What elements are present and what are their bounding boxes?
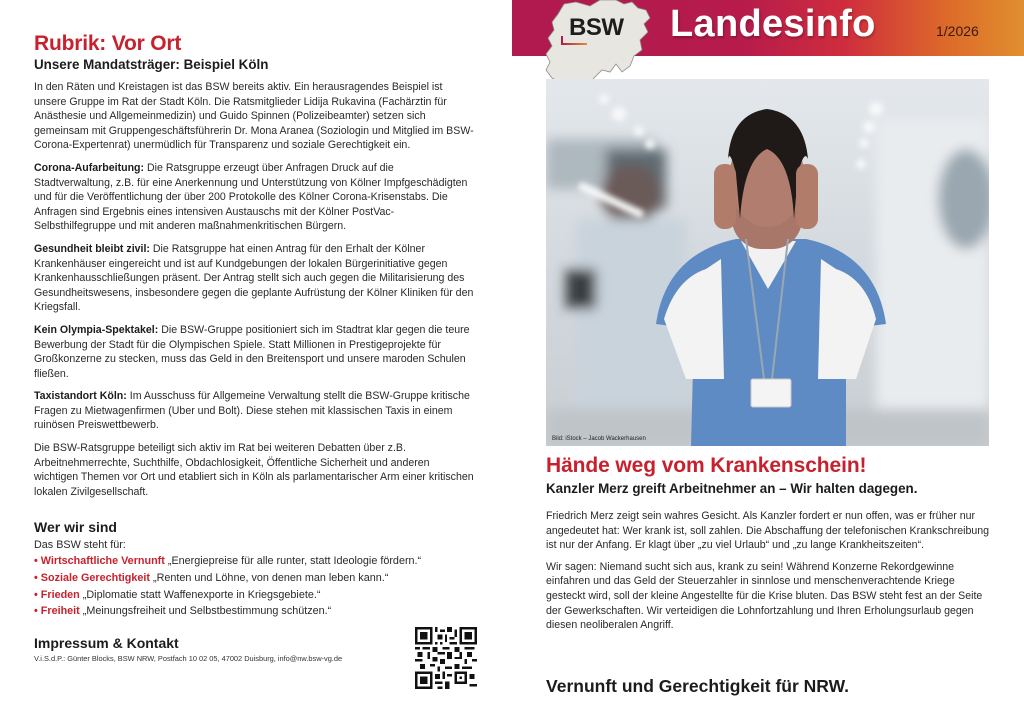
article-body bbox=[546, 509, 991, 633]
logo-accent-line bbox=[561, 43, 587, 45]
wer-wir-sind-title: Wer wir sind bbox=[34, 519, 117, 536]
section-title: Corona-Aufarbeitung: bbox=[34, 161, 145, 174]
issue-number: 1/2026 bbox=[936, 23, 979, 39]
value-name: Wirtschaftliche Vernunft bbox=[40, 555, 165, 568]
value-name: Soziale Gerechtigkeit bbox=[40, 572, 150, 585]
value-name: Freiheit bbox=[40, 605, 80, 618]
article-paragraph: Friedrich Merz zeigt sein wahres Gesicht. Als Kanzler fordert er nun offen, was er früher nur angedeutet hat: Wer krank ist, soll zahlen. Die Abschaffung der telefonischen Krankschreibung ist nur der Anfang. Er klagt über „zu viel Urlaub“ und „zu lange Krankheitszeiten“. bbox=[546, 510, 990, 552]
section-text: Die Ratsgruppe erzeugt über Anfragen Druck auf die Stadtverwaltung, z.B. für eine Anerkennung und Unterstützung von Kölner Impfgeschädigten und für die Veröffentlichung der über 200 Protokolle des Kölner Corona-Krisenstabs. Die Anfragen sind Ergebnis eines intensiven Austauschs mit der Kölner PostVac-Selbsthilfegruppe und mit anderen maßnahmenkritischen Bürgern. bbox=[34, 161, 468, 233]
nurse-photo bbox=[546, 79, 989, 446]
photo-illustration bbox=[546, 79, 989, 446]
values-list bbox=[34, 553, 474, 619]
value-item bbox=[34, 587, 474, 604]
section-text: Die BSW-Gruppe positioniert sich im Stadtrat klar gegen die teure Bewerbung der Stadt für die Olympischen Spiele. Statt Millionen in Prestigeprojekte für Großkonzerne zu stecken, muss das Geld in den Breitensport und unsere maroden Schulen fließen. bbox=[34, 323, 470, 380]
slogan: Vernunft und Gerechtigkeit für NRW. bbox=[546, 676, 850, 696]
section-taxi bbox=[34, 389, 474, 433]
section-gesundheit bbox=[34, 242, 474, 315]
bsw-logo: BSW bbox=[569, 14, 624, 41]
section-olympia bbox=[34, 323, 474, 381]
impressum-title: Impressum & Kontakt bbox=[34, 634, 179, 651]
closing-paragraph: Die BSW-Ratsgruppe beteiligt sich aktiv im Rat bei weiteren Debatten über z.B. Arbeitnehmerrechte, Suchthilfe, Obdachlosigkeit, Öffentliche Sicherheit und anderen wichtigen Themen vor Ort und etabliert sich in Köln als parlamentarischer Arm einer kritischen lokalen Zivilgesellschaft. bbox=[34, 442, 474, 498]
value-name: Frieden bbox=[40, 588, 80, 601]
intro-paragraph: In den Räten und Kreistagen ist das BSW bereits aktiv. Ein herausragendes Beispiel ist unsere Gruppe im Rat der Stadt Köln. Die Ratsmitglieder Lidija Rukavina (Fachärztin für Anästhesie und Allgemeinmedizin) und Guido Spinnen (Polizeibeamter) setzen sich gemeinsam mit Gruppengeschäftsführerin Dr. Mona Aranea (Soziologin und Mitglied im BSW-Corona-Expertenrat) unermüdlich für Transparenz und soziale Gerechtigkeit ein. bbox=[34, 81, 474, 152]
value-quote: „Meinungsfreiheit und Selbstbestimmung schützen.“ bbox=[82, 605, 332, 618]
impressum-text: V.i.S.d.P.: Günter Blocks, BSW NRW, Postfach 10 02 05, 47002 Duisburg, info@nw.bsw-vg.de bbox=[34, 653, 343, 663]
section-text: Die Ratsgruppe hat einen Antrag für den Erhalt der Kölner Krankenhäuser eingereicht und ist auf Kundgebungen der lokalen Bürgerinitiative gegen Krankenhausschließungen präsent. Der Antrag stellt sich auch gegen die Militarisierung des Gesundheitswesens, insbesondere gegen die geplante Aufrüstung der Kölner Kliniken für den Kriegsfall. bbox=[34, 242, 474, 314]
article-headline: Hände weg vom Krankenschein! bbox=[546, 454, 867, 477]
value-quote: „Energiepreise für alle runter, statt Ideologie fördern.“ bbox=[167, 555, 422, 568]
bullet-icon: • bbox=[34, 572, 38, 585]
masthead-title: Landesinfo bbox=[670, 3, 876, 45]
section-corona bbox=[34, 161, 474, 234]
value-item bbox=[34, 570, 474, 587]
right-page bbox=[512, 0, 1024, 724]
photo-caption: Bild: iStock – Jacob Wackerhausen bbox=[552, 436, 646, 442]
rubrik-subtitle: Unsere Mandatsträger: Beispiel Köln bbox=[34, 57, 269, 72]
value-item bbox=[34, 553, 474, 570]
qr-code-icon[interactable] bbox=[415, 627, 477, 689]
value-item bbox=[34, 603, 474, 620]
section-title: Taxistandort Köln: bbox=[34, 390, 127, 403]
rubrik-title: Rubrik: Vor Ort bbox=[34, 32, 182, 55]
article-paragraph: Wir sagen: Niemand sucht sich aus, krank zu sein! Während Konzerne Rekordgewinne einfahren und das Geld der Steuerzahler in sinnlose und menschenverachtende Kriege gesteckt wird, soll der kleine Angestellte für die Krise bluten. Das BSW steht fest an der Seite der Gewerkschaften. Wir verteidigen die Lohnfortzahlung und Ihren Erholungsurlaub gegen diesen neoliberalen Angriff. bbox=[546, 560, 983, 632]
value-quote: „Diplomatie statt Waffenexporte in Kriegsgebiete.“ bbox=[82, 588, 321, 601]
bullet-icon: • bbox=[34, 605, 38, 618]
value-quote: „Renten und Löhne, von denen man leben kann.“ bbox=[153, 572, 389, 585]
bullet-icon: • bbox=[34, 588, 38, 601]
bullet-icon: • bbox=[34, 555, 38, 568]
section-title: Kein Olympia-Spektakel: bbox=[34, 323, 159, 336]
section-title: Gesundheit bleibt zivil: bbox=[34, 242, 150, 255]
section-text: Im Ausschuss für Allgemeine Verwaltung stellt die BSW-Gruppe kritische Fragen zu Mietwagenfirmen (Uber und Bolt). Diese stehen mit klassischen Taxis in einem ruinösen Preiswettbewerb. bbox=[34, 390, 470, 432]
article-subheadline: Kanzler Merz greift Arbeitnehmer an – Wir halten dagegen. bbox=[546, 481, 918, 496]
wer-wir-sind-intro: Das BSW steht für: bbox=[34, 539, 126, 552]
left-content bbox=[34, 32, 474, 663]
